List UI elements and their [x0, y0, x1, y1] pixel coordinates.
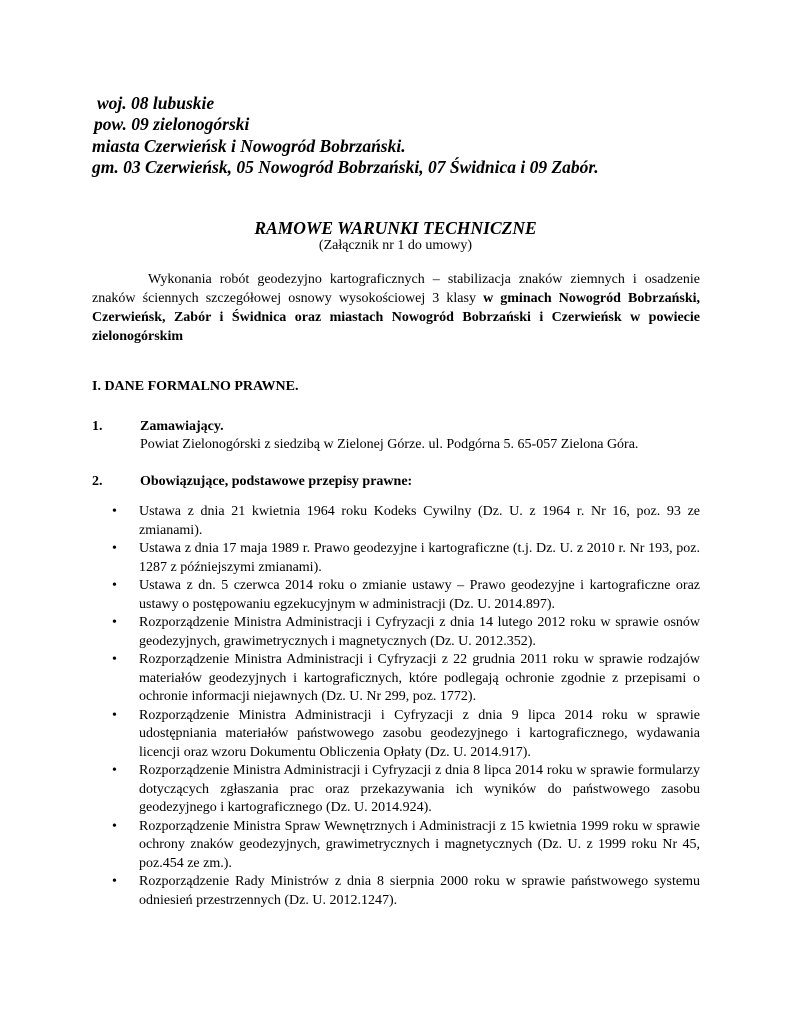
item-title: Zamawiający. [140, 419, 224, 434]
bullet-icon: • [112, 707, 117, 723]
list-item: • Rozporządzenie Ministra Administracji i Cyfryzacji z dnia 9 lipca 2014 roku w sprawie udostępniania materiałów państwowego zasobu geodezyjnego i kartograficznego, wydawania licencji oraz wzoru Dokumentu Obliczenia Opłaty (Dz. U. 2014.917). [112, 707, 700, 760]
intro-text-bold: w gminach Nowogród Bobrzański, Czerwieńsk, Zabór i Świdnica oraz miastach Nowogród Bobrzański i Czerwieńsk w powiecie zielonogórskim [92, 291, 700, 344]
header-towns: miasta Czerwieńsk i Nowogród Bobrzański. [92, 136, 406, 156]
list-item: • Rozporządzenie Ministra Administracji i Cyfryzacji z 22 grudnia 2011 roku w sprawie rodzajów materiałów geodezyjnych i kartograficznych, które podlegają ochronie zgodnie z przepisami o ochronie informacji niejawnych (Dz. U. Nr 299, poz. 1772). [112, 652, 700, 704]
list-item: • Ustawa z dn. 5 czerwca 2014 roku o zmianie ustawy – Prawo geodezyjne i kartograficzne oraz ustawy o postępowaniu egzekucyjnym w administracji (Dz. U. 2014.897). [112, 578, 700, 612]
list-item: • Ustawa z dnia 17 maja 1989 r. Prawo geodezyjne i kartograficzne (t.j. Dz. U. z 2010 r. Nr 193, poz. 1287 z późniejszymi zmianami). [112, 541, 700, 575]
bullet-icon: • [112, 652, 117, 667]
list-item: • Rozporządzenie Ministra Spraw Wewnętrznych i Administracji z 15 kwietnia 1999 roku w sprawie ochrony znaków geodezyjnych, grawimetrycznych i magnetycznych (Dz. U. z 1999 roku Nr 45, poz.454 ze zm.). [112, 818, 700, 871]
list-item: • Rozporządzenie Ministra Administracji i Cyfryzacji z dnia 8 lipca 2014 roku w sprawie formularzy dotyczących zgłaszania prac oraz przekazywania ich wyników do państwowego zasobu geodezyjnego i kartograficznego (Dz. U. 2014.924). [112, 763, 700, 815]
legal-regulations-list [112, 503, 700, 910]
section-heading: I. DANE FORMALNO PRAWNE. [92, 379, 299, 394]
item-title: Obowiązujące, podstawowe przepisy prawne: [140, 474, 413, 489]
document-subtitle: (Załącznik nr 1 do umowy) [318, 238, 473, 253]
list-item: • Rozporządzenie Ministra Administracji i Cyfryzacji z dnia 14 lutego 2012 roku w sprawie osnów geodezyjnych, grawimetrycznych i magnetycznych (Dz. U. 2012.352). [112, 615, 700, 649]
bullet-icon: • [112, 763, 117, 778]
document-title: RAMOWE WARUNKI TECHNICZNE [254, 218, 537, 238]
header-county: pow. 09 zielonogórski [94, 114, 250, 134]
bullet-icon: • [112, 615, 117, 630]
document-title-block [0, 218, 791, 254]
bullet-icon: • [112, 818, 117, 834]
bullet-icon: • [112, 504, 117, 519]
bullet-icon: • [112, 578, 117, 593]
list-item: • Rozporządzenie Rady Ministrów z dnia 8 sierpnia 2000 roku w sprawie państwowego systemu odniesień przestrzennych (Dz. U. 2012.1247). [112, 874, 700, 908]
item-number: 2. [92, 474, 103, 489]
ordering-party-text: Powiat Zielonogórski z siedzibą w Zielonej Górze. ul. Podgórna 5. 65-057 Zielona Góra. [140, 437, 639, 452]
header-voivodeship: woj. 08 lubuskie [97, 93, 215, 113]
list-item: • Ustawa z dnia 21 kwietnia 1964 roku Kodeks Cywilny (Dz. U. z 1964 r. Nr 16, poz. 93 ze zmianami). [112, 504, 700, 538]
intro-paragraph [92, 270, 700, 346]
header-communes: gm. 03 Czerwieńsk, 05 Nowogród Bobrzański, 07 Świdnica i 09 Zabór. [92, 157, 599, 177]
item-number: 1. [92, 419, 103, 434]
intro-text: Wykonania robót geodezyjno kartograficznych – stabilizacja znaków ziemnych i osadzenie znaków ściennych szczegółowej osnowy wysokościowej 3 klasy [92, 272, 700, 306]
bullet-icon: • [112, 874, 117, 889]
bullet-icon: • [112, 541, 117, 556]
